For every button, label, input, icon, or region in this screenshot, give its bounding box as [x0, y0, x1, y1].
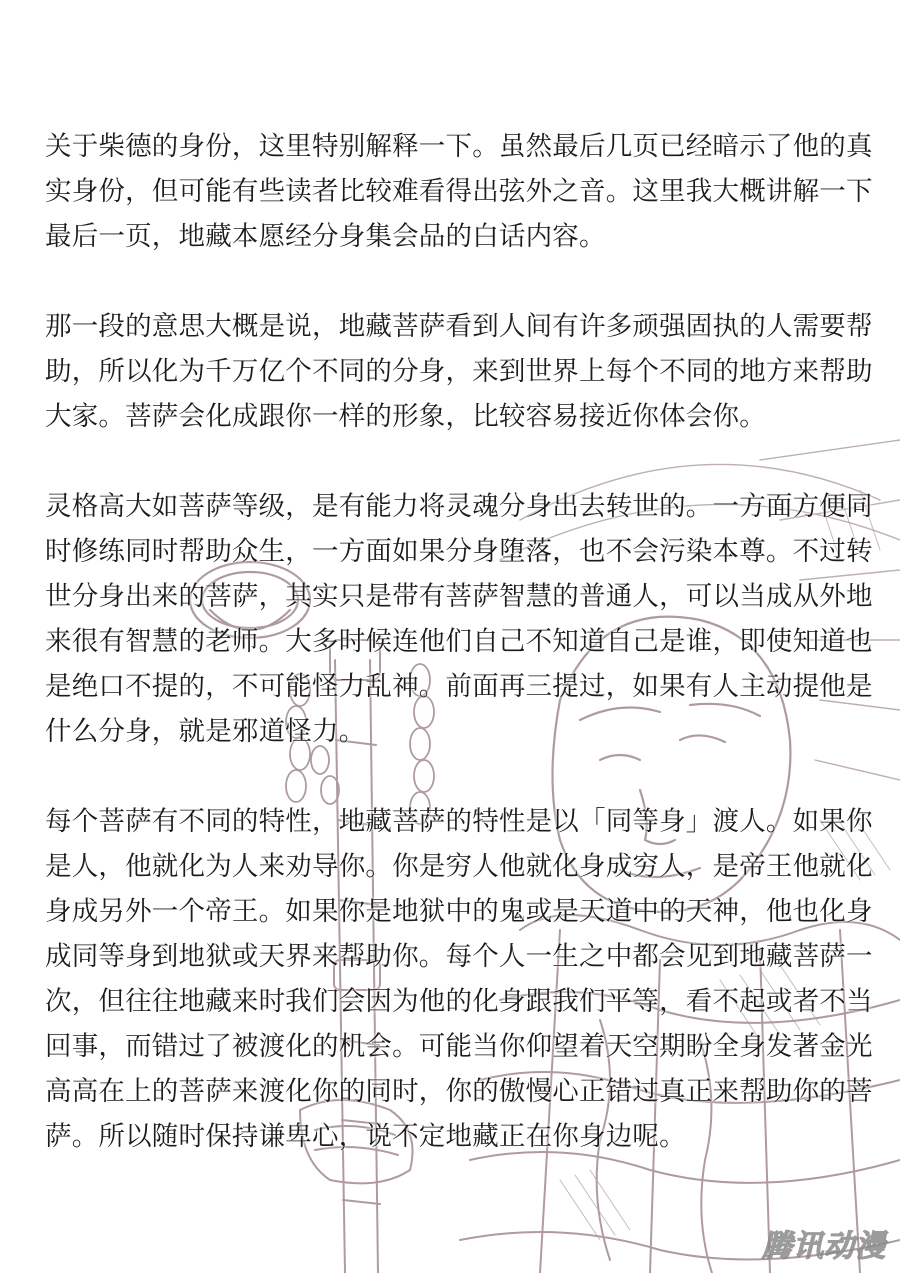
text-line: 时修练同时帮助众生，一方面如果分身堕落，也不会污染本尊。不过转 — [45, 536, 873, 567]
text-line: 回事，而错过了被渡化的机会。可能当你仰望着天空期盼全身发著金光 — [45, 1031, 873, 1062]
paragraph-bodhisattva-rebirth — [45, 484, 875, 754]
text-line: 世分身出来的菩萨，其实只是带有菩萨智慧的普通人，可以当成从外地 — [45, 581, 873, 612]
text-line: 来很有智慧的老师。大多时候连他们自己不知道自己是谁，即使知道也 — [45, 626, 873, 657]
text-line: 次，但往往地藏来时我们会因为他的化身跟我们平等，看不起或者不当 — [45, 986, 873, 1017]
text-line: 高高在上的菩萨来渡化你的同时，你的傲慢心正错过真正来帮助你的菩 — [45, 1076, 873, 1107]
paragraph-identity-explanation — [45, 124, 875, 259]
text-line: 是人，他就化为人来劝导你。你是穷人他就化身成穷人，是帝王他就化 — [45, 851, 873, 882]
text-line: 大家。菩萨会化成跟你一样的形象，比较容易接近你体会你。 — [45, 401, 766, 432]
text-line: 身成另外一个帝王。如果你是地狱中的鬼或是天道中的天神，他也化身 — [45, 896, 873, 927]
text-line: 什么分身，就是邪道怪力。 — [45, 716, 366, 747]
article-body — [45, 124, 875, 1159]
text-line: 成同等身到地狱或天界来帮助你。每个人一生之中都会见到地藏菩萨一 — [45, 941, 873, 972]
text-line: 助，所以化为千万亿个不同的分身，来到世界上每个不同的地方来帮助 — [45, 356, 873, 387]
watermark-logo: 腾讯动漫 — [762, 1229, 886, 1264]
text-line: 是绝口不提的，不可能怪力乱神。前面再三提过，如果有人主动提他是 — [45, 671, 873, 702]
text-line: 实身份，但可能有些读者比较难看得出弦外之音。这里我大概讲解一下 — [45, 176, 873, 207]
paragraph-sutra-meaning — [45, 304, 875, 439]
text-line: 最后一页，地藏本愿经分身集会品的白话内容。 — [45, 221, 606, 252]
text-line: 灵格高大如菩萨等级，是有能力将灵魂分身出去转世的。一方面方便同 — [45, 491, 873, 522]
text-line: 那一段的意思大概是说，地藏菩萨看到人间有许多顽强固执的人需要帮 — [45, 311, 873, 342]
text-line: 关于柴德的身份，这里特别解释一下。虽然最后几页已经暗示了他的真 — [45, 131, 873, 162]
text-line: 萨。所以随时保持谦卑心，说不定地藏正在你身边呢。 — [45, 1121, 686, 1152]
text-line: 每个菩萨有不同的特性，地藏菩萨的特性是以「同等身」渡人。如果你 — [45, 806, 873, 837]
paragraph-equal-body — [45, 799, 875, 1159]
